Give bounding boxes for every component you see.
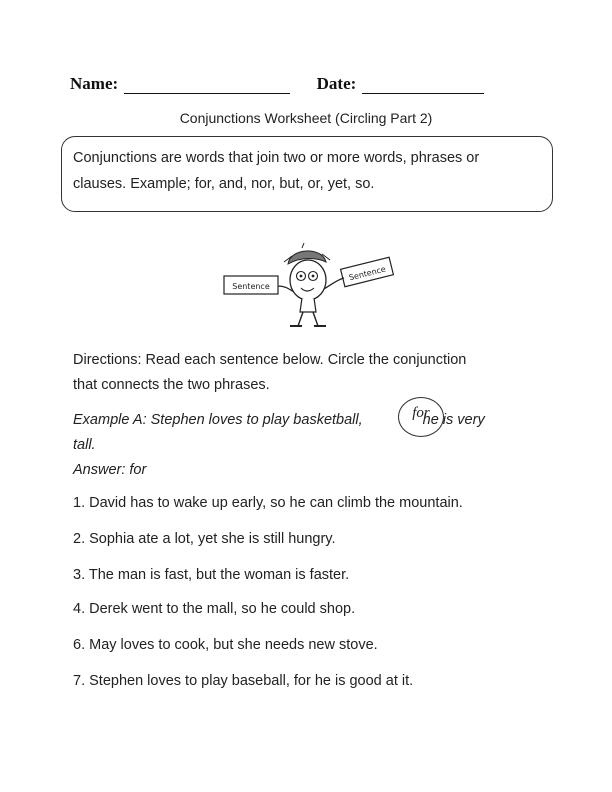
date-blank[interactable] — [362, 77, 484, 94]
definition-line-1: Conjunctions are words that join two or more words, phrases or — [73, 150, 480, 166]
definition-line-2: clauses. Example; for, and, nor, but, or, yet, so. — [73, 176, 375, 192]
example-answer: Answer: for — [73, 462, 147, 478]
question-item: 1. David has to wake up early, so he can climb the mountain. — [73, 495, 463, 511]
question-item: 6. May loves to cook, but she needs new stove. — [73, 637, 378, 653]
left-sentence-sign — [224, 276, 278, 294]
question-item: 3. The man is fast, but the woman is faster. — [73, 567, 350, 583]
example-sentence-start: Example A: Stephen loves to play basketball, — [73, 412, 363, 428]
example-circled-word: for — [398, 397, 444, 437]
svg-text:Sentence: Sentence — [232, 282, 270, 291]
example-sentence-end: he is very — [422, 412, 485, 428]
name-label: Name: — [70, 74, 119, 93]
date-label: Date: — [316, 74, 357, 93]
right-sentence-sign — [341, 257, 394, 287]
definition-box — [61, 136, 553, 212]
cartoon-illustration — [218, 240, 394, 332]
directions-line-2: that connects the two phrases. — [73, 377, 270, 393]
example-sentence-end-2: tall. — [73, 437, 96, 453]
name-blank[interactable] — [124, 77, 290, 94]
question-item: 7. Stephen loves to play baseball, for he is good at it. — [73, 673, 414, 689]
worksheet-title: Conjunctions Worksheet (Circling Part 2) — [179, 110, 433, 126]
example-block — [73, 408, 543, 483]
directions-line-1: Directions: Read each sentence below. Circle the conjunction — [73, 352, 467, 368]
name-date-header — [70, 74, 540, 96]
question-item: 4. Derek went to the mall, so he could shop. — [73, 601, 356, 617]
directions — [73, 348, 543, 398]
svg-text:Sentence: Sentence — [348, 264, 387, 283]
question-item: 2. Sophia ate a lot, yet she is still hungry. — [73, 531, 336, 547]
